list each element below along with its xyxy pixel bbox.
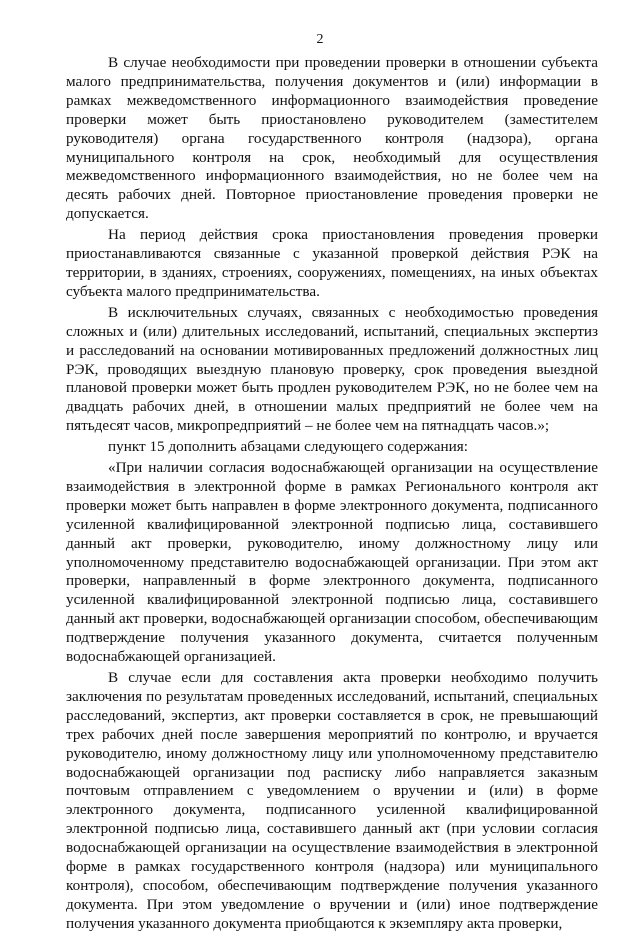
document-body [66,54,598,934]
paragraph-clause-15-intro: пункт 15 дополнить абзацами следующего содержания: [108,438,468,456]
paragraph-extension: В исключительных случаях, связанных с необходимостью проведения сложных и (или) длительных исследований, испытаний, специальных экспертиз и расследований на основании мотивированных предложений должностных лиц РЭК, проводящих выездную плановую проверку, срок проведения выездной плановой проверки может быть продлен руководителем РЭК, но не более чем на двадцать рабочих дней, в отношении малых предприятий не более чем на пятьдесят часов, микропредприятий – не более чем на пятнадцать часов.»; [66,303,598,435]
paragraph-electronic-act: «При наличии согласия водоснабжающей организации на осуществление взаимодействия в электронной форме в рамках Регионального контроля акт проверки может быть направлен в форме электронного документа, подписанного усиленной квалифицированной электронной подписью лица, составившего данный акт проверки, руководителю, иному должностному лицу или уполномоченному представителю водоснабжающей организации. При этом акт проверки, направленный в форме электронного документа, подписанного усиленной квалифицированной электронной подписью лица, составившего данный акт проверки, водоснабжающей организации способом, обеспечивающим подтверждение получения указанного документа, считается полученным водоснабжающей организацией. [66,459,598,666]
paragraph-suspension-period: На период действия срока приостановления проведения проверки приостанавливаются связанные с указанной проверкой действия РЭК на территории, в зданиях, строениях, сооружениях, помещениях, на иных объектах субъекта малого предпринимательства. [66,226,598,300]
page-number: 2 [316,32,324,47]
paragraph-act-deadline: В случае если для составления акта проверки необходимо получить заключения по результатам проведенных исследований, испытаний, специальных расследований, экспертиз, акт проверки составляется в срок, не превышающий трех рабочих дней после завершения мероприятий по контролю, и вручается руководителю, иному должностному лицу или уполномоченному представителю водоснабжающей организации под расписку либо направляется заказным почтовым отправлением с уведомлением о вручении и (или) в форме электронного документа, подписанного усиленной квалифицированной электронной подписью лица, составившего данный акт (при условии согласия водоснабжающей организации на осуществление взаимодействия в электронной форме в рамках государственного контроля (надзора) или муниципального контроля), способом, обеспечивающим подтверждение получения указанного документа. При этом уведомление о вручении и (или) иное подтверждение получения указанного документа приобщаются к экземпляру акта проверки, [66,669,598,932]
paragraph-suspension: В случае необходимости при проведении проверки в отношении субъекта малого предпринимательства, получения документов и (или) информации в рамках межведомственного информационного взаимодействия проведение проверки может быть приостановлено руководителем (заместителем руководителя) органа государственного контроля (надзора), органа муниципального контроля на срок, необходимый для осуществления межведомственного информационного взаимодействия, но не более чем на десять рабочих дней. Повторное приостановление проведения проверки не допускается. [66,54,598,223]
